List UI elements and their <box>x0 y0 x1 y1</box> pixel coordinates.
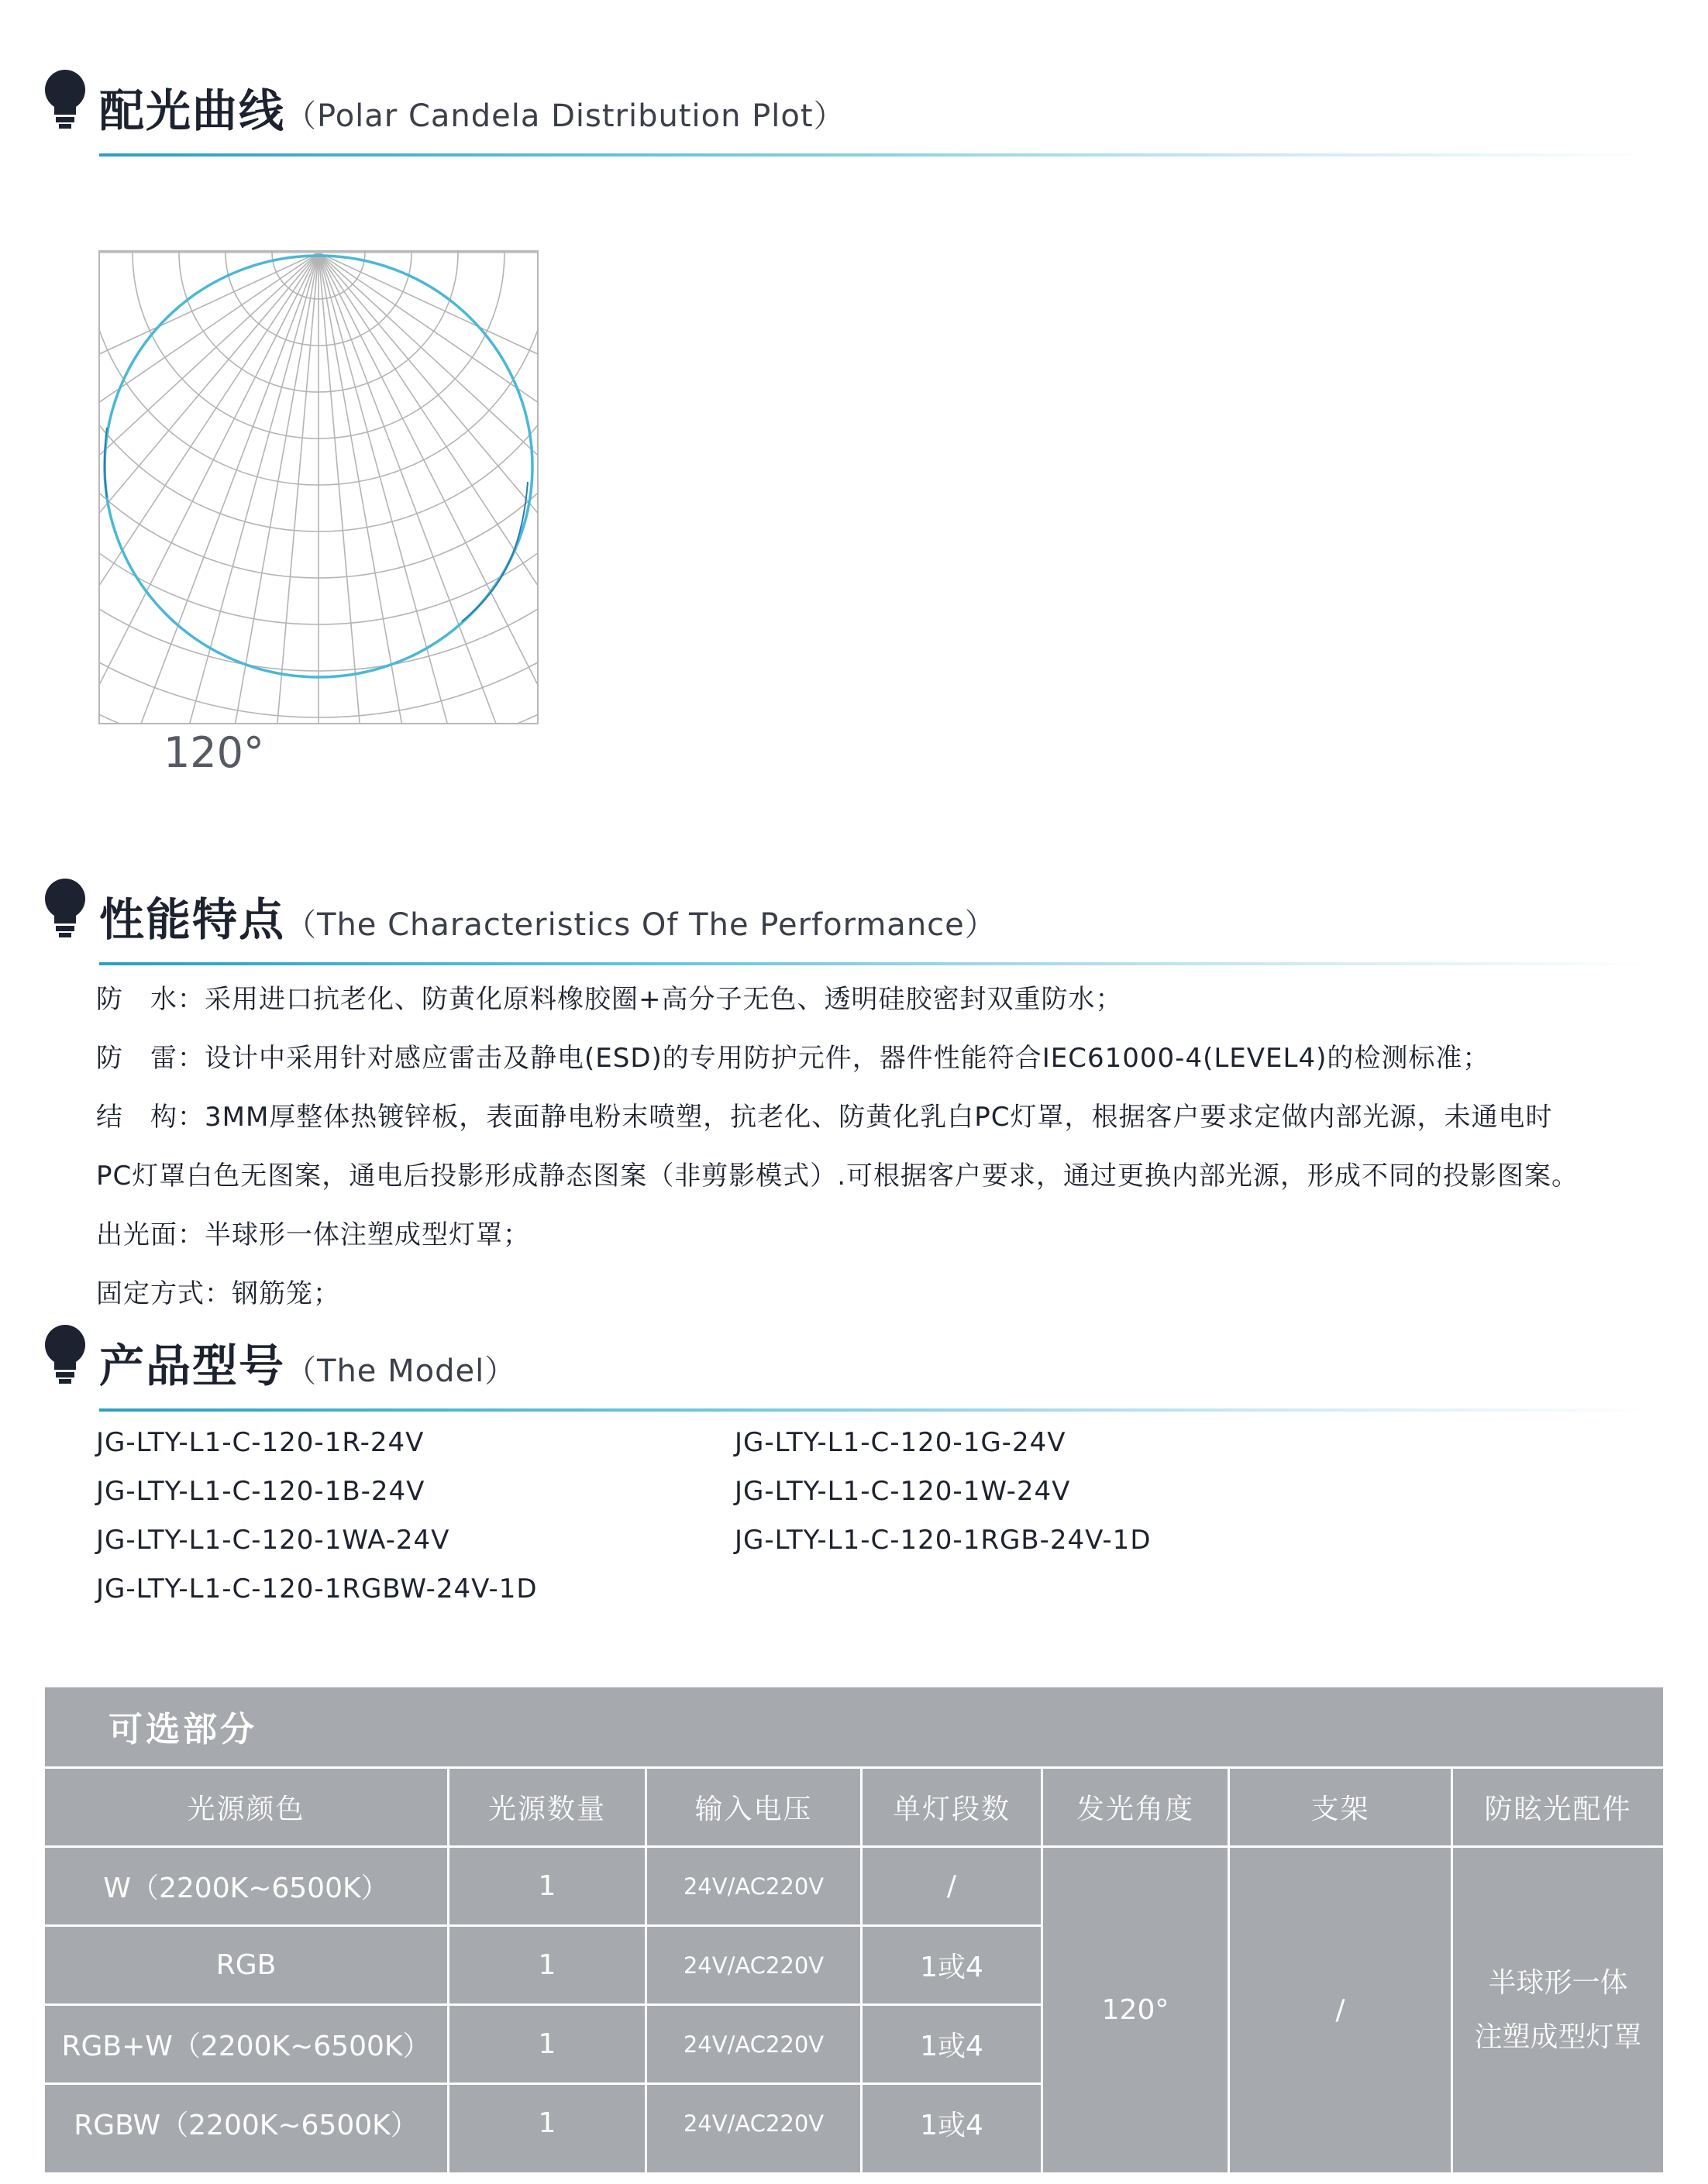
model-number: JG-LTY-L1-C-120-1RGB-24V-1D <box>735 1525 1152 1556</box>
table-cell-voltage: 24V/AC220V <box>683 2031 825 2058</box>
table-cell-color: RGBW（2200K~6500K） <box>74 2110 418 2141</box>
options-table <box>45 1687 1663 2172</box>
table-cell-segments: 1或4 <box>920 1952 983 1983</box>
model-number: JG-LTY-L1-C-120-1WA-24V <box>96 1525 450 1556</box>
section-heading-features <box>43 875 1640 945</box>
feature-line: 出光面：半球形一体注塑成型灯罩； <box>96 1219 530 1250</box>
model-number: JG-LTY-L1-C-120-1W-24V <box>735 1476 1071 1507</box>
table-cell-segments: 1或4 <box>920 2031 983 2062</box>
section-divider <box>99 153 1649 156</box>
model-number: JG-LTY-L1-C-120-1B-24V <box>96 1476 425 1507</box>
column-header: 支架 <box>1310 1794 1370 1825</box>
bulb-icon <box>43 1325 87 1384</box>
section-heading-model <box>43 1322 1640 1391</box>
column-header: 发光角度 <box>1076 1794 1194 1825</box>
table-cell-segments: 1或4 <box>920 2110 983 2141</box>
model-number: JG-LTY-L1-C-120-1RGBW-24V-1D <box>96 1574 538 1604</box>
column-header: 输入电压 <box>694 1794 813 1825</box>
table-cell-qty: 1 <box>538 1870 556 1902</box>
table-cell-antiglare <box>1453 1848 1663 2172</box>
table-cell-color: W（2200K~6500K） <box>103 1873 389 1904</box>
column-header: 防眩光配件 <box>1484 1794 1632 1825</box>
table-cell-qty: 1 <box>538 2107 556 2139</box>
table-cell-color: RGB <box>215 1949 277 1981</box>
column-header: 单灯段数 <box>892 1794 1011 1825</box>
table-cell-voltage: 24V/AC220V <box>683 2110 825 2137</box>
table-cell-color: RGB+W（2200K~6500K） <box>61 2031 431 2062</box>
section-title: 配光曲线（Polar Candela Distribution Plot） <box>99 84 845 137</box>
column-header: 光源数量 <box>487 1794 606 1825</box>
table-cell-angle: 120° <box>1101 1994 1169 2026</box>
bulb-icon <box>43 879 87 937</box>
model-number: JG-LTY-L1-C-120-1G-24V <box>735 1427 1066 1458</box>
table-cell-voltage: 24V/AC220V <box>683 1873 825 1900</box>
feature-line: 固定方式：钢筋笼； <box>96 1278 340 1309</box>
section-heading-curve <box>43 67 1640 136</box>
feature-line: 防 水：采用进口抗老化、防黄化原料橡胶圈+高分子无色、透明硅胶密封双重防水； <box>96 984 1123 1015</box>
table-cell-segments: / <box>946 1870 957 1902</box>
table-cell-qty: 1 <box>538 1949 556 1981</box>
antiglare-line: 注塑成型灯罩 <box>1474 2021 1642 2053</box>
antiglare-line: 半球形一体 <box>1488 1966 1628 1999</box>
table-cell-qty: 1 <box>538 2028 556 2060</box>
feature-line: 结 构：3MM厚整体热镀锌板，表面静电粉末喷塑，抗老化、防黄化乳白PC灯罩，根据客户要求定做内部光源，未通电时 <box>96 1102 1553 1133</box>
model-number: JG-LTY-L1-C-120-1R-24V <box>96 1427 425 1458</box>
column-header: 光源颜色 <box>187 1794 305 1825</box>
options-table-title: 可选部分 <box>108 1710 257 1749</box>
feature-line: PC灯罩白色无图案，通电后投影形成静态图案（非剪影模式）.可根据客户要求，通过更换内部光源，形成不同的投影图案。 <box>96 1161 1579 1192</box>
beam-angle-label: 120° <box>163 728 265 777</box>
section-divider <box>99 1408 1649 1412</box>
section-divider <box>99 962 1649 965</box>
section-title: 产品型号（The Model） <box>99 1340 517 1392</box>
feature-line: 防 雷：设计中采用针对感应雷击及静电(ESD)的专用防护元件，器件性能符合IEC61000-4(LEVEL4)的检测标准； <box>96 1043 1490 1074</box>
table-cell-voltage: 24V/AC220V <box>683 1952 825 1979</box>
bulb-icon <box>43 70 87 129</box>
table-cell-bracket: / <box>1335 1994 1345 2026</box>
section-title: 性能特点（The Characteristics Of The Performance） <box>99 893 997 946</box>
polar-candela-plot <box>98 249 539 725</box>
